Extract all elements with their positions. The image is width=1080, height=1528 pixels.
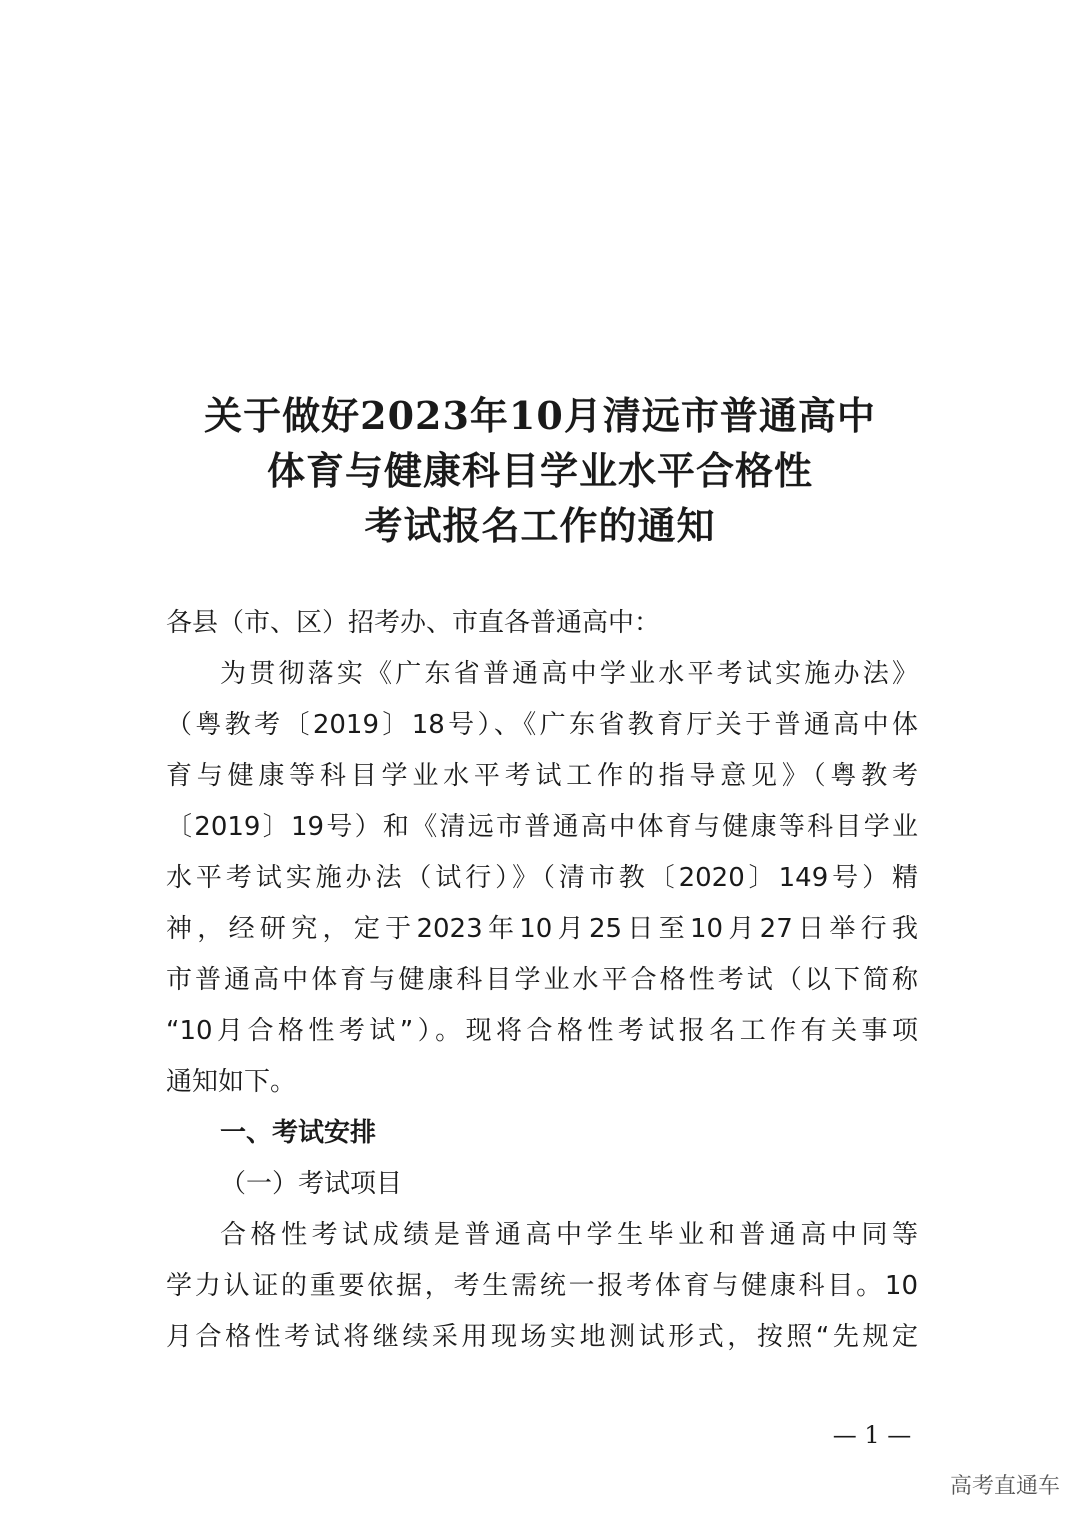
- paragraph-1-line-1: 为贯彻落实《广东省普通高中学业水平考试实施办法》: [220, 659, 918, 689]
- paragraph-1-line-4: 〔2019〕19号）和《清远市普通高中体育与健康等科目学业: [166, 812, 918, 842]
- paragraph-1-line-6: 神，经研究，定于2023年10月25日至10月27日举行我: [166, 914, 918, 944]
- paragraph-1-line-5: 水平考试实施办法（试行）》（清市教〔2020〕149号）精: [166, 863, 918, 893]
- paragraph-1-line-7: 市普通高中体育与健康科目学业水平合格性考试（以下简称: [166, 965, 918, 995]
- source-watermark: 高考直通车: [949, 1474, 1060, 1499]
- section-1-heading: 一、考试安排: [220, 1118, 377, 1148]
- paragraph-2-line-1: 合格性考试成绩是普通高中学生毕业和普通高中同等: [220, 1220, 918, 1250]
- salutation: 各县（市、区）招考办、市直各普通高中：: [166, 608, 661, 638]
- title-line-3: 考试报名工作的通知: [364, 503, 716, 548]
- paragraph-1-line-9: 通知如下。: [166, 1067, 297, 1097]
- title-line-2: 体育与健康科目学业水平合格性: [266, 448, 813, 493]
- page-number: — 1 —: [832, 1421, 912, 1449]
- subsection-1-heading: （一）考试项目: [220, 1169, 403, 1199]
- document-body: [166, 598, 918, 1363]
- paragraph-1-line-2: （粤教考〔2019〕18号）、《广东省教育厅关于普通高中体: [166, 710, 918, 740]
- paragraph-2-line-3: 月合格性考试将继续采用现场实地测试形式，按照“先规定: [166, 1322, 918, 1352]
- paragraph-2-line-2: 学力认证的重要依据，考生需统一报考体育与健康科目。10: [166, 1271, 918, 1301]
- title-line-1: 关于做好2023年10月清远市普通高中: [204, 393, 876, 438]
- paragraph-1-line-3: 育与健康等科目学业水平考试工作的指导意见》（粤教考: [166, 761, 918, 791]
- document-title: [0, 388, 1080, 553]
- paragraph-1-line-8: “10月合格性考试”）。现将合格性考试报名工作有关事项: [166, 1016, 918, 1046]
